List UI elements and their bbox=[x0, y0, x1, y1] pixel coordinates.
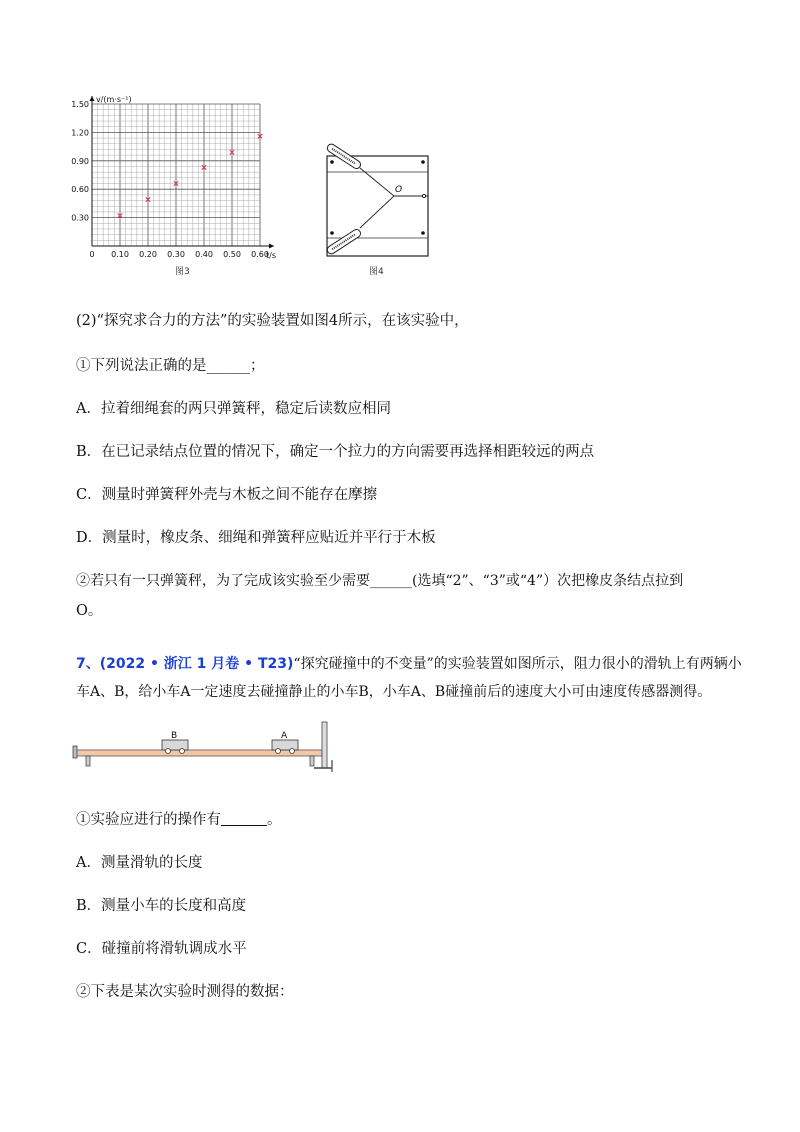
q6-sub2-line1: ②若只有一只弹簧秤，为了完成该实验至少需要______(选填“2”、“3”或“4”）次把橡皮条结点拉到 bbox=[76, 573, 684, 589]
cart-b bbox=[162, 731, 188, 754]
q7-option-b: B．测量小车的长度和高度 bbox=[76, 898, 247, 914]
y-tick-label: 1.20 bbox=[71, 128, 89, 138]
q6-part2-intro: (2)“探究求合力的方法”的实验装置如图4所示，在该实验中， bbox=[76, 313, 469, 329]
q7-number-source: 7、(2022 • 浙江 1 月卷 • T23) bbox=[76, 656, 294, 672]
figure3-chart bbox=[70, 92, 290, 282]
q6-option-d: D．测量时，橡皮条、细绳和弹簧秤应贴近并平行于木板 bbox=[76, 530, 436, 546]
cart-a-label: A bbox=[281, 731, 288, 741]
q7-stem-line1 bbox=[76, 654, 742, 674]
pin bbox=[330, 231, 334, 235]
y-axis-arrow bbox=[90, 96, 95, 101]
answer-blank bbox=[221, 811, 267, 826]
q6-sub2-line2: O。 bbox=[76, 603, 103, 619]
q7-option-c: C．碰撞前将滑轨调成水平 bbox=[76, 941, 247, 957]
pin bbox=[330, 160, 334, 164]
y-tick-label: 0.60 bbox=[71, 185, 89, 195]
figure3-data-points bbox=[118, 134, 262, 218]
q7-option-a: A．测量滑轨的长度 bbox=[76, 855, 203, 871]
q7-sub1-suffix: 。 bbox=[267, 812, 282, 828]
q6-option-c: C．测量时弹簧秤外壳与木板之间不能存在摩擦 bbox=[76, 487, 378, 503]
x-tick-label: 0.30 bbox=[167, 250, 185, 259]
figure3-grid bbox=[92, 104, 260, 246]
pin bbox=[421, 160, 425, 164]
sensor-stand bbox=[322, 722, 327, 768]
x-tick-label: 0.50 bbox=[223, 250, 241, 259]
x-tick-label: 0 bbox=[89, 250, 95, 259]
y-tick-label: 0.30 bbox=[71, 213, 89, 223]
collision-track-diagram bbox=[70, 720, 340, 778]
q7-sub1 bbox=[76, 810, 282, 830]
pin bbox=[421, 231, 425, 235]
cart-a bbox=[272, 731, 298, 754]
figure3-tick-labels bbox=[71, 100, 269, 259]
cart-b-label: B bbox=[171, 731, 178, 741]
y-tick-label: 1.50 bbox=[71, 100, 89, 109]
figure3-caption: 图3 bbox=[175, 267, 190, 277]
q7-stem-line2: 车A、B，给小车A一定速度去碰撞静止的小车B，小车A、B碰撞前后的速度大小可由速度传感器测得。 bbox=[76, 684, 712, 700]
figure4-caption: 图4 bbox=[369, 267, 384, 277]
figure3-x-axis-label: t/s bbox=[266, 251, 276, 260]
q6-option-a: A．拉着细绳套的两只弹簧秤，稳定后读数应相同 bbox=[76, 401, 391, 417]
x-tick-label: 0.20 bbox=[139, 250, 157, 259]
anchor-pin bbox=[422, 194, 425, 197]
q6-option-b: B．在已记录结点位置的情况下，确定一个拉力的方向需要再选择相距较远的两点 bbox=[76, 444, 595, 460]
x-tick-label: 0.40 bbox=[195, 250, 213, 259]
figure4-apparatus bbox=[318, 134, 438, 262]
track bbox=[76, 750, 322, 756]
q7-stem-text: “探究碰撞中的不变量”的实验装置如图所示，阻力很小的滑轨上有两辆小 bbox=[293, 656, 742, 672]
track-leg-left bbox=[86, 756, 90, 766]
q7-sub1-prefix: ①实验应进行的操作有 bbox=[76, 812, 221, 828]
track-leg-right bbox=[310, 756, 314, 766]
y-tick-label: 0.90 bbox=[71, 156, 89, 166]
figure3-y-axis-label: v/(m·s⁻¹) bbox=[96, 95, 132, 104]
x-tick-label: 0.10 bbox=[111, 250, 129, 259]
point-o-label: O bbox=[395, 185, 403, 195]
q6-sub1: ①下列说法正确的是______； bbox=[76, 358, 265, 374]
x-tick-label: 0.60 bbox=[251, 250, 269, 259]
x-axis-arrow bbox=[269, 244, 274, 249]
track-end-stop bbox=[73, 746, 77, 758]
q7-sub2: ②下表是某次实验时测得的数据： bbox=[76, 984, 294, 1000]
